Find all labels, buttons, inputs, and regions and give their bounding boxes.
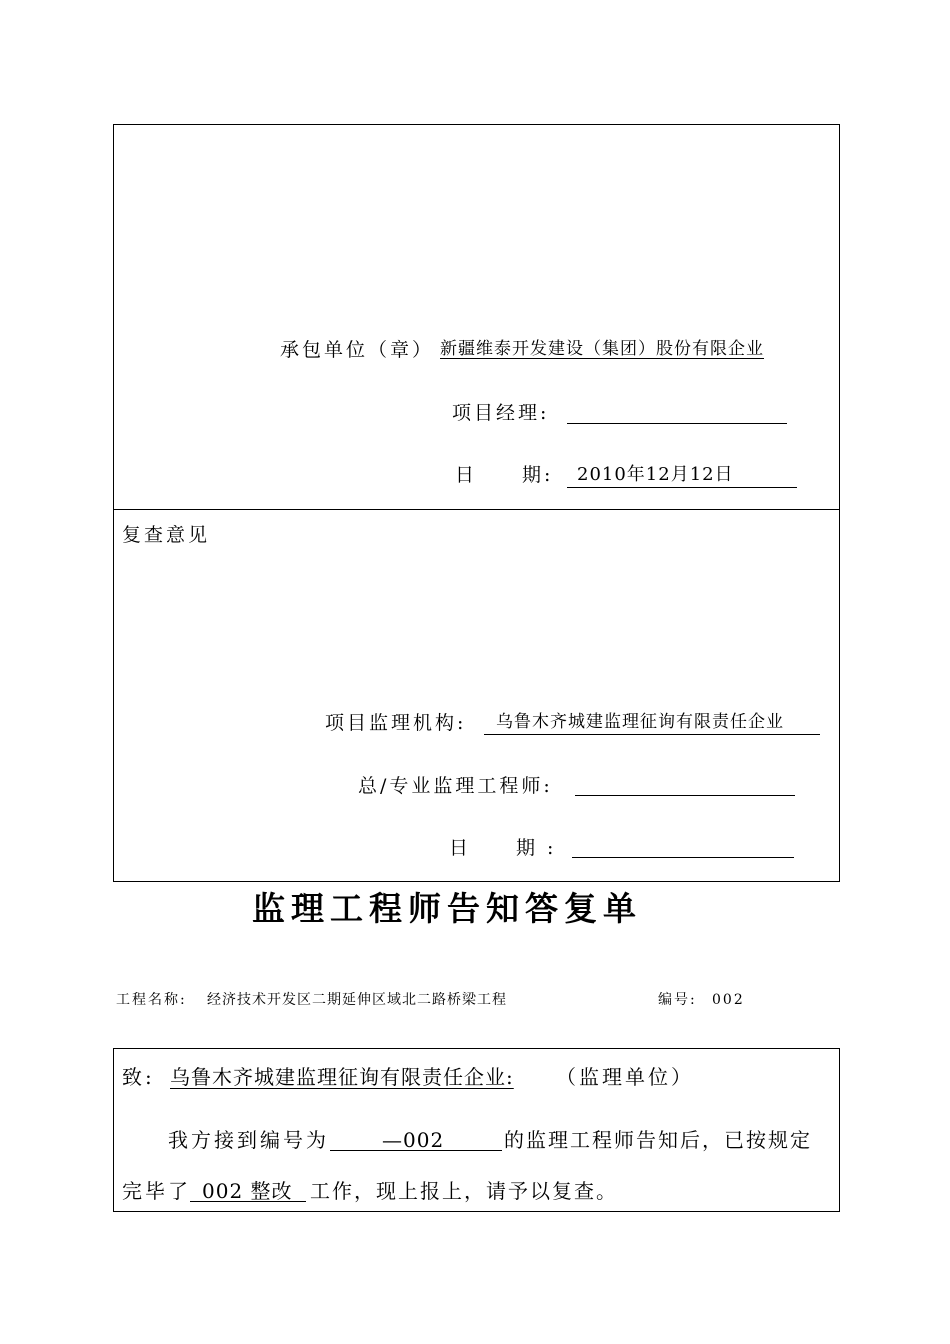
reply-line2-a: 完毕了 [122, 1179, 191, 1203]
supervision-unit-suffix: （监理单位） [556, 1065, 694, 1089]
supervision-unit-name: 乌鲁木齐城建监理征询有限责任企业: [170, 1065, 514, 1089]
reply-line2-b: 工作，现上报上，请予以复查。 [310, 1179, 618, 1203]
notice-number: —002 [382, 1128, 445, 1152]
form-number-value: 002 [712, 992, 745, 1008]
contractor-date-line [567, 487, 797, 488]
rectification-number: 002 整改 [202, 1179, 293, 1203]
reply-line1-a: 我方接到编号为 [168, 1128, 329, 1152]
supervision-agency-label: 项目监理机构: [325, 712, 467, 734]
project-name-value: 经济技术开发区二期延伸区域北二路桥梁工程 [207, 992, 507, 1008]
form-title: 监理工程师告知答复单 [252, 889, 642, 928]
to-prefix: 致: [122, 1065, 155, 1089]
form-number-label: 编号: [658, 992, 697, 1008]
reply-line1-b: 的监理工程师告知后，已按规定 [504, 1128, 812, 1152]
review-date-line [572, 857, 794, 858]
supervision-agency-line [484, 734, 820, 735]
review-date-label-a: 日 [449, 837, 472, 859]
supervision-agency-value: 乌鲁木齐城建监理征询有限责任企业 [496, 712, 784, 732]
review-date-label-b: 期 : [516, 837, 557, 859]
review-heading: 复查意见 [122, 524, 211, 546]
contractor-unit-value: 新疆维泰开发建设（集团）股份有限企业 [440, 339, 764, 359]
project-manager-signature-line [567, 423, 787, 424]
chief-engineer-signature-line [575, 795, 795, 796]
review-section [113, 509, 840, 882]
contractor-date-label-a: 日 [455, 464, 478, 486]
chief-engineer-label: 总/专业监理工程师: [358, 775, 553, 797]
contractor-date-label-b: 期: [522, 464, 554, 486]
contractor-date-value: 2010年12月12日 [577, 464, 734, 485]
project-name-label: 工程名称: [116, 992, 187, 1008]
contractor-unit-label: 承包单位（章） [280, 339, 435, 361]
project-manager-label: 项目经理: [452, 402, 550, 424]
contractor-section [113, 124, 840, 510]
